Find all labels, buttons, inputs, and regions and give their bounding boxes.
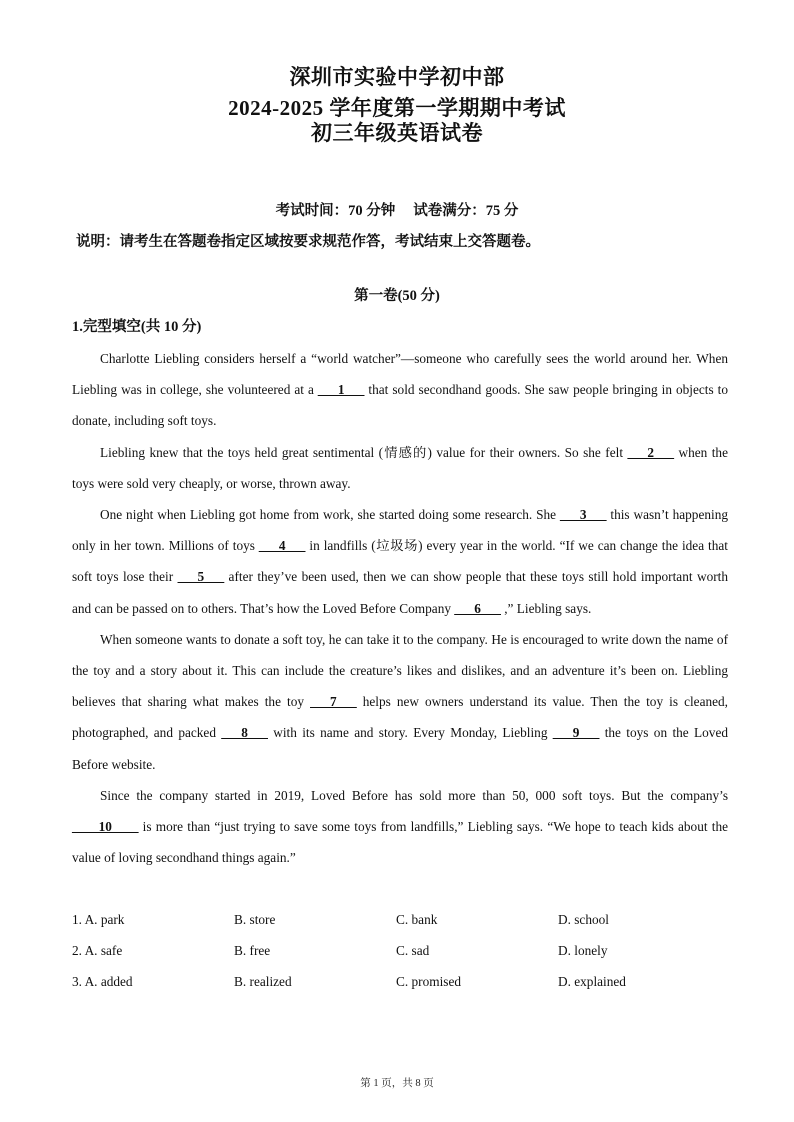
paragraph-2: Liebling knew that the toys held great sentimental (情感的) value for their owners. So she felt ___2___ when the toys were sold very cheaply, or worse, thrown away. [72,444,728,491]
option: 1. A. park [72,912,125,927]
question-title: 1.完型填空(共 10 分) [72,319,202,335]
option-row-1 [72,904,728,935]
option: D. school [558,912,609,927]
instructions: 说明：请考生在答题卷指定区域按要求规范作答，考试结束上交答题卷。 [76,234,540,250]
exam-score: 试卷满分：75 分 [413,203,519,219]
option: 3. A. added [72,974,133,990]
option: B. store [234,912,276,927]
option: D. explained [558,974,626,990]
option: C. sad [396,943,430,959]
blank-10: ____10____ [72,819,139,835]
option-row-2 [72,935,728,966]
blank-6: ___6___ [454,600,501,616]
option: D. lonely [558,943,608,959]
blank-9: ___9___ [552,725,600,741]
blank-8: ___8___ [221,725,268,741]
option: B. realized [234,974,292,990]
option: B. free [234,943,271,959]
paragraph-3: One night when Liebling got home from work, she started doing some research. She ___3___ this wasn’t happening only in her town. Millions of toys ___4___ in landfills (垃圾场) every year in the world. “If we can change the idea that soft toys lose their ___5___ after they’ve been used, then we can show people that these toys still hold important worth and can be passed on to others. That’s how the Loved Before Company ___6___ ,” Liebling says. [72,507,728,616]
answer-options [72,904,728,998]
school-title: 深圳市实验中学初中部 [289,65,505,89]
section-title: 第一卷(50 分) [354,288,440,304]
blank-1: ___1___ [317,382,365,398]
paragraph-4: When someone wants to donate a soft toy, he can take it to the company. He is encouraged to write down the name of the toy and a story about it. This can include the creature’s likes and dislikes, and an adventure it’s been on. Liebling believes that sharing what makes the toy ___7___ helps new owners understand its value. Then the toy is cleaned, photographed, and packed ___8___ with its name and story. Every Monday, Liebling ___9___ the toys on the Loved Before website. [72,631,729,772]
option: C. promised [396,974,462,990]
option-row-3 [72,966,728,997]
paragraph-1: Charlotte Liebling considers herself a “world watcher”—someone who carefully sees the world around her. When Liebling was in college, she volunteered at a ___1___ that sold secondhand goods. She saw people bringing in objects to donate, including soft toys. [72,351,728,429]
blank-3: ___3___ [559,507,607,523]
cloze-passage [72,343,728,873]
paragraph-5: Since the company started in 2019, Loved Before has sold more than 50, 000 soft toys. But the company’s ____10____ is more than “just trying to save some toys from landfills,” Liebling says. “We hope to teach kids about the value of loving secondhand things again.” [72,787,728,866]
page-footer: 第 1 页，共 8 页 [360,1078,434,1089]
option: 2. A. safe [72,943,123,959]
exam-time: 考试时间：70 分钟 [275,203,396,219]
exam-info [0,199,794,220]
subject-title: 初三年级英语试卷 [311,121,483,145]
blank-4: ___4___ [258,538,306,554]
blank-5: ___5___ [177,569,225,585]
option: C. bank [396,912,438,927]
blank-2: ___2___ [627,444,675,460]
exam-term-title: 2024-2025 学年度第一学期期中考试 [228,96,566,120]
blank-7: ___7___ [310,694,357,710]
